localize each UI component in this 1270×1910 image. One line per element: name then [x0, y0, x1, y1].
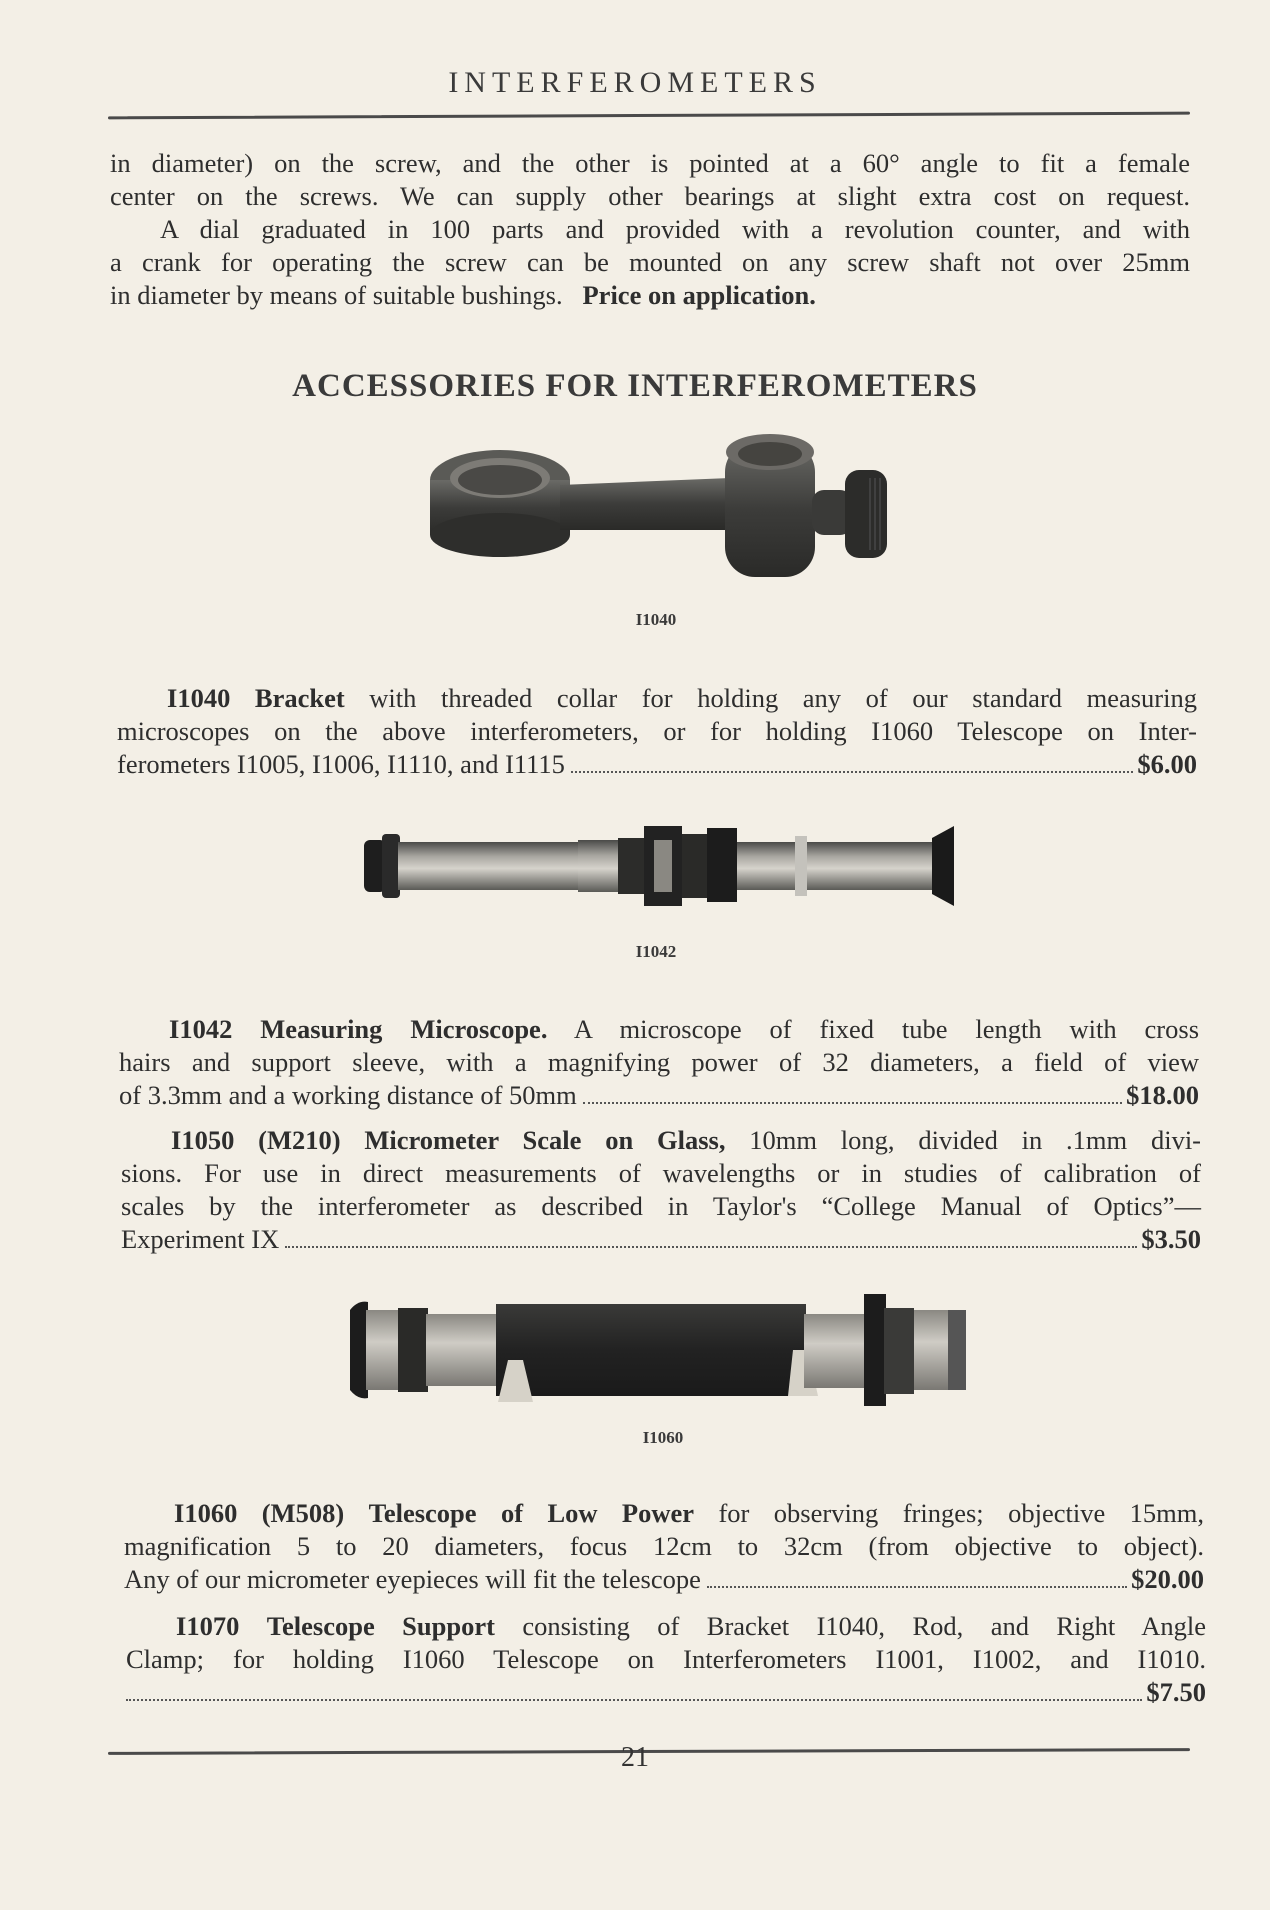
price-line: [124, 1563, 1204, 1596]
item-price: $20.00: [1131, 1564, 1204, 1594]
item-price: $3.50: [1141, 1224, 1201, 1254]
item-price: $18.00: [1126, 1080, 1199, 1110]
item-i1050: [121, 1124, 1201, 1256]
text-fragment: in diameter by means of suitable bushings.: [110, 280, 563, 310]
item-i1070: [126, 1610, 1206, 1709]
telescope-photo: [348, 1280, 970, 1420]
item-code: I1040: [167, 683, 231, 713]
text-line: [119, 1013, 1199, 1046]
text-line: microscopes on the above interferometers, or for holding I1060 Telescope on Inter-: [117, 716, 1197, 746]
item-code: I1050 (M210): [171, 1125, 341, 1155]
text-line: [126, 1610, 1206, 1643]
price-line: [117, 748, 1197, 781]
bracket-photo: [420, 430, 910, 590]
section-heading: ACCESSORIES FOR INTERFEROMETERS: [292, 368, 978, 404]
price-line: [121, 1223, 1201, 1256]
dot-leader: [126, 1698, 1142, 1701]
text-line: Clamp; for holding I1060 Telescope on Interferometers I1001, I1002, and I1010.: [126, 1644, 1206, 1674]
item-name: Micrometer Scale on Glass,: [364, 1125, 726, 1155]
text-fragment: consisting of Bracket I1040, Rod, and Right Angle: [522, 1611, 1207, 1641]
text-fragment: ferometers I1005, I1006, I1110, and I1115: [117, 749, 565, 779]
text-line: in diameter) on the screw, and the other is pointed at a 60° angle to fit a female: [110, 148, 1190, 178]
text-fragment: Experiment IX: [121, 1224, 280, 1254]
dot-leader: [583, 1101, 1122, 1104]
text-fragment: Any of our micrometer eyepieces will fit the telescope: [124, 1564, 701, 1594]
figure-caption: I1060: [642, 1428, 684, 1447]
figure-caption: I1040: [635, 610, 677, 629]
item-name: Telescope Support: [266, 1611, 495, 1641]
item-code: I1070: [176, 1611, 240, 1641]
intro-paragraph: [110, 147, 1190, 312]
page-number: 21: [621, 1742, 649, 1773]
text-fragment: 10mm long, divided in .1mm divi-: [749, 1125, 1202, 1155]
item-price: $7.50: [1146, 1677, 1206, 1707]
header-rule: [108, 112, 1190, 120]
item-name: Measuring Microscope.: [260, 1014, 548, 1044]
item-name: Bracket: [254, 683, 345, 713]
figure-caption: I1042: [635, 942, 677, 961]
price-note: Price on application.: [582, 280, 816, 310]
dot-leader: [571, 770, 1133, 773]
text-line: scales by the interferometer as described in Taylor's “College Manual of Optics”—: [121, 1191, 1201, 1221]
text-line: [121, 1124, 1201, 1157]
text-line: a crank for operating the screw can be mounted on any screw shaft not over 25mm: [110, 247, 1190, 277]
item-code: I1060 (M508): [174, 1498, 345, 1528]
text-fragment: of 3.3mm and a working distance of 50mm: [119, 1080, 577, 1110]
text-line: [124, 1497, 1204, 1530]
text-line: [117, 682, 1197, 715]
text-line: [110, 279, 1190, 312]
text-line: center on the screws. We can supply other bearings at slight extra cost on request.: [110, 181, 1190, 211]
text-line: magnification 5 to 20 diameters, focus 12cm to 32cm (from objective to object).: [124, 1531, 1204, 1561]
item-price: $6.00: [1137, 749, 1197, 779]
item-name: Telescope of Low Power: [368, 1498, 695, 1528]
item-i1060: [124, 1497, 1204, 1596]
text-fragment: A microscope of fixed tube length with cross: [573, 1014, 1200, 1044]
text-line: A dial graduated in 100 parts and provided with a revolution counter, and with: [160, 214, 1190, 244]
microscope-photo: [362, 812, 962, 917]
text-fragment: with threaded collar for holding any of our standard measuring: [369, 683, 1197, 713]
dot-leader: [707, 1585, 1127, 1588]
price-line: [119, 1079, 1199, 1112]
dot-leader: [285, 1245, 1137, 1248]
item-i1040: [117, 682, 1197, 781]
item-i1042: [119, 1013, 1199, 1112]
item-code: I1042: [169, 1014, 233, 1044]
price-line: [126, 1676, 1206, 1709]
text-line: sions. For use in direct measurements of wavelengths or in studies of calibration of: [121, 1158, 1201, 1188]
text-line: hairs and support sleeve, with a magnifying power of 32 diameters, a field of view: [119, 1047, 1199, 1077]
text-fragment: for observing fringes; objective 15mm,: [718, 1498, 1204, 1528]
running-head: INTERFEROMETERS: [448, 66, 822, 99]
